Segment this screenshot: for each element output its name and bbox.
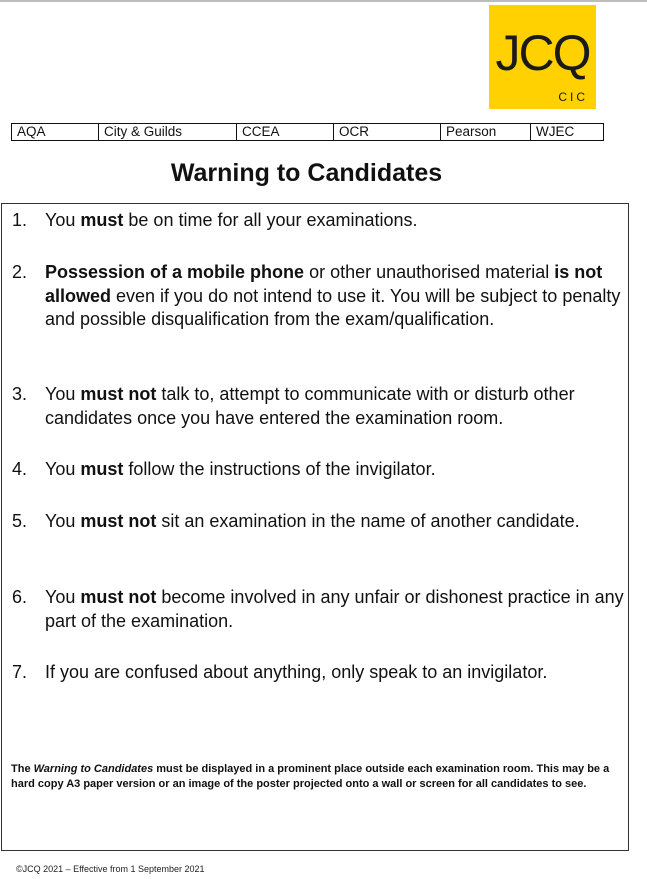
rule-emphasis: must not — [80, 587, 157, 607]
rule-emphasis: must — [80, 210, 124, 230]
board-city-guilds: City & Guilds — [99, 124, 237, 140]
rule-text-run: You — [45, 587, 81, 607]
rule-number: 3. — [12, 384, 28, 404]
rule-number: 1. — [12, 210, 28, 230]
rule-emphasis: must not — [80, 384, 157, 404]
note-prefix: The — [11, 763, 34, 775]
rule-text-run: You — [45, 459, 81, 479]
rule-number: 5. — [12, 511, 28, 531]
note-italic: Warning to Candidates — [33, 763, 154, 775]
note-body: must be displayed in a prominent place outside each examination room. This may be a hard copy A3 paper version or an image of the poster projected onto a wall or screen for all candidates to see. — [11, 763, 610, 790]
rule-number: 4. — [12, 459, 28, 479]
rule-number: 2. — [12, 262, 28, 282]
rule-emphasis: Possession of a mobile phone — [45, 262, 305, 282]
rule-text — [45, 209, 625, 233]
page-title: Warning to Candidates — [170, 159, 443, 187]
display-note — [11, 762, 621, 792]
board-ocr: OCR — [334, 124, 441, 140]
top-border-line — [0, 0, 647, 2]
rule-text-run: even if you do not intend to use it. You will be subject to penalty and possible disqualification from the exam/qualification. — [45, 285, 621, 329]
awarding-bodies-table — [11, 123, 604, 141]
rule-number: 6. — [12, 587, 28, 607]
rule-text-run: follow the instructions of the invigilator. — [123, 459, 436, 479]
board-aqa: AQA — [12, 124, 99, 140]
rule-emphasis: must not — [80, 511, 157, 531]
rule-text — [45, 661, 625, 685]
logo-subtext: CIC — [558, 90, 588, 104]
jcq-logo — [489, 5, 596, 109]
rule-text-run: become involved in any unfair or dishonest practice in any part of the examination. — [45, 587, 624, 631]
rule-text-run: or other unauthorised material — [304, 262, 555, 282]
board-wjec: WJEC — [536, 124, 575, 139]
board-pearson: Pearson — [441, 124, 531, 140]
rule-number: 7. — [12, 662, 28, 682]
rule-text — [45, 383, 625, 430]
rules-box — [1, 203, 629, 851]
rule-text — [45, 586, 625, 633]
rule-text-run: talk to, attempt to communicate with or disturb other candidates once you have entered the examination room. — [45, 384, 575, 428]
rule-text — [45, 458, 625, 482]
rule-text-run: You — [45, 210, 81, 230]
rule-text — [45, 510, 625, 534]
rule-text-run: You — [45, 511, 81, 531]
rule-emphasis: is not allowed — [45, 262, 603, 306]
rule-text-run: You — [45, 384, 81, 404]
rule-emphasis: must — [80, 459, 124, 479]
copyright-footer: ©JCQ 2021 – Effective from 1 September 2021 — [16, 864, 205, 874]
rule-text — [45, 261, 625, 332]
rule-text-run: be on time for all your examinations. — [123, 210, 418, 230]
logo-text: JCQ — [495, 25, 590, 81]
rule-text-run: If you are confused about anything, only speak to an invigilator. — [45, 662, 548, 682]
board-ccea: CCEA — [237, 124, 334, 140]
rule-text-run: sit an examination in the name of another candidate. — [156, 511, 580, 531]
